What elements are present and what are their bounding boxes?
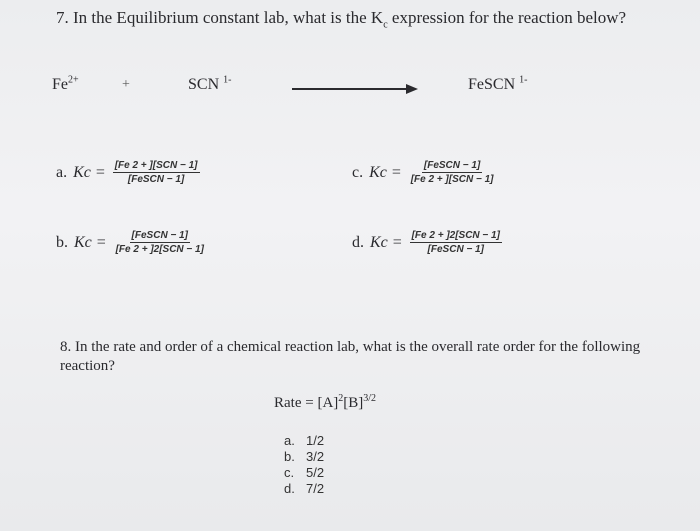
option-c-fraction	[409, 160, 496, 185]
option-b-denominator: [Fe 2 + ]2[SCN − 1]	[115, 244, 204, 255]
option-c-numerator: [FeSCN − 1]	[423, 160, 481, 171]
reaction-arrow	[292, 88, 412, 90]
option-a-fraction	[113, 160, 200, 185]
q8-choice-b-label: b.	[284, 449, 295, 464]
option-d[interactable]	[352, 230, 502, 255]
reactant-fe-symbol: Fe	[52, 76, 68, 93]
rate-exp-b: 3/2	[363, 393, 377, 404]
option-d-denominator: [FeSCN − 1]	[427, 244, 484, 255]
reactant-scn-charge: 1-	[223, 74, 232, 86]
option-a-denominator: [FeSCN − 1]	[127, 174, 185, 185]
q8-choice-a[interactable]	[284, 433, 324, 449]
option-d-label: d.	[352, 233, 364, 251]
option-b[interactable]	[56, 230, 206, 255]
q8-choice-c[interactable]	[284, 465, 324, 481]
q8-choice-d-label: d.	[284, 481, 295, 496]
product-fescn-symbol: FeSCN	[468, 76, 516, 93]
option-c-kc: Kc =	[369, 163, 402, 181]
rate-law-a: Rate = [A]	[274, 395, 339, 411]
option-c-denominator: [Fe 2 + ][SCN − 1]	[410, 174, 494, 185]
q8-choice-a-value: 1/2	[306, 433, 325, 448]
question-7-title	[56, 8, 627, 31]
q8-choice-c-value: 5/2	[306, 465, 325, 480]
rate-law	[274, 395, 376, 412]
q8-choice-b-value: 3/2	[306, 449, 325, 464]
option-b-fraction	[114, 230, 206, 255]
rate-exp-a: 2	[338, 393, 344, 404]
option-b-label: b.	[56, 233, 68, 251]
option-d-kc: Kc =	[370, 233, 403, 251]
reaction-arrow-head	[406, 84, 418, 94]
product-fescn	[468, 76, 527, 94]
reactant-scn	[188, 76, 231, 94]
q8-choice-d-value: 7/2	[306, 481, 325, 496]
option-a[interactable]	[56, 160, 200, 185]
reactant-scn-symbol: SCN	[188, 76, 220, 93]
question-8-text: 8. In the rate and order of a chemical reaction lab, what is the overall rate order for the following reaction?	[60, 339, 641, 374]
q8-choice-d[interactable]	[284, 481, 324, 497]
option-c-label: c.	[352, 163, 364, 181]
option-a-label: a.	[56, 163, 68, 181]
option-b-numerator: [FeSCN − 1]	[131, 230, 188, 241]
question-7-text-end: expression for the reaction below?	[387, 8, 627, 27]
q8-choice-c-label: c.	[284, 465, 295, 480]
q8-choices	[284, 433, 324, 497]
product-fescn-charge: 1-	[519, 74, 528, 86]
q8-choice-b[interactable]	[284, 449, 324, 465]
option-d-numerator: [Fe 2 + ]2[SCN − 1]	[411, 230, 500, 241]
option-b-kc: Kc =	[74, 233, 107, 251]
reactant-fe-charge: 2+	[68, 74, 79, 86]
rate-law-b: [B]	[343, 395, 364, 411]
option-c[interactable]	[352, 160, 496, 185]
q8-choice-a-label: a.	[284, 433, 295, 448]
option-a-kc: Kc =	[73, 163, 106, 181]
question-7-text: 7. In the Equilibrium constant lab, what is the K	[56, 8, 384, 27]
option-a-numerator: [Fe 2 + ][SCN − 1]	[114, 160, 198, 171]
kc-subscript: c	[383, 19, 388, 31]
plus-sign: +	[122, 77, 130, 92]
reactant-fe	[52, 76, 79, 94]
option-d-fraction	[410, 230, 502, 255]
